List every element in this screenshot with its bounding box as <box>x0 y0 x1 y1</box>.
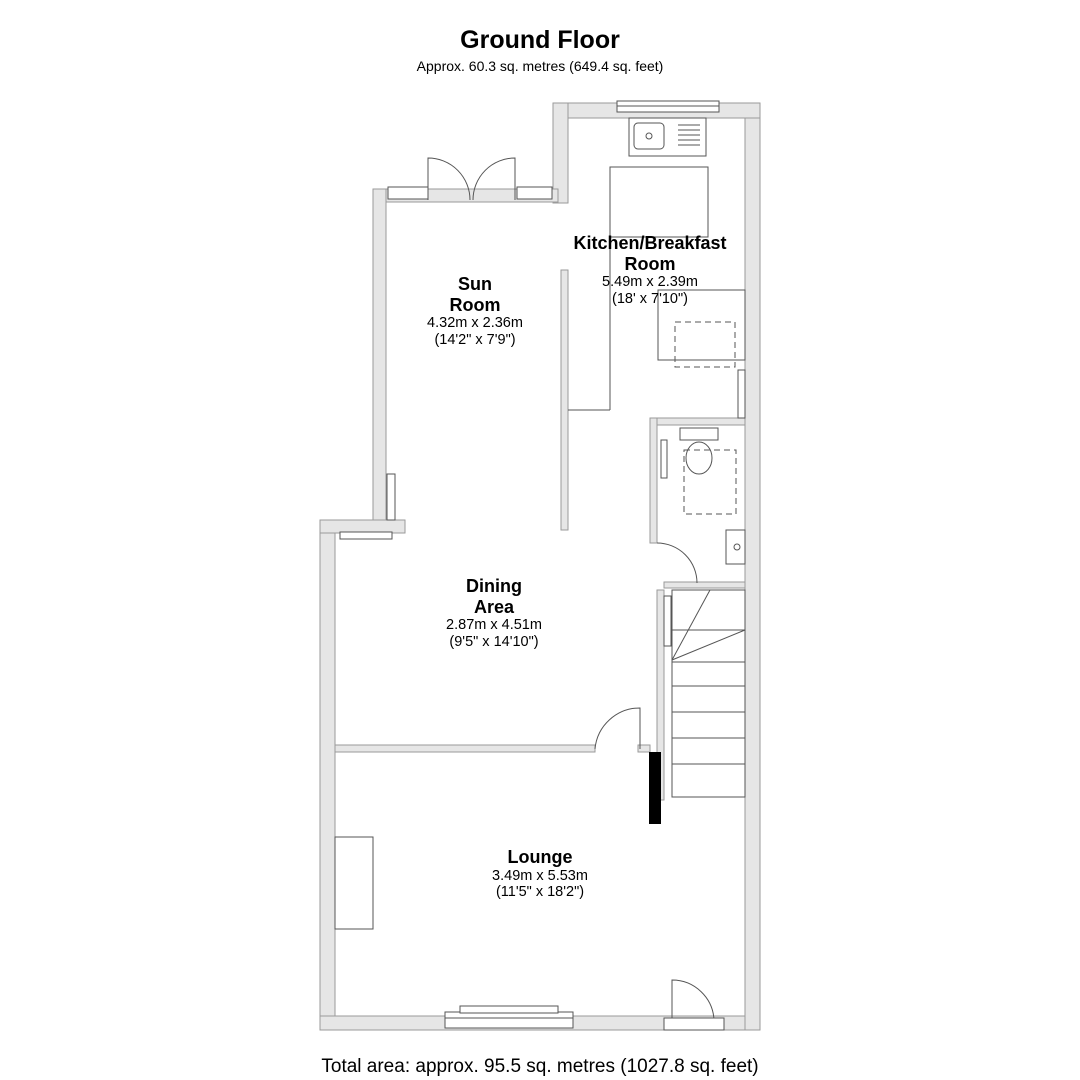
window-sunroom-right <box>517 187 552 199</box>
window-sunroom-left <box>388 187 428 199</box>
total-area: Total area: approx. 95.5 sq. metres (1027.8 sq. feet) <box>321 1056 759 1077</box>
wall-wc-top <box>650 418 745 425</box>
room-imperial: (11'5" x 18'2") <box>495 884 585 901</box>
room-label-kitchen <box>560 233 740 308</box>
lounge-door <box>595 708 640 749</box>
floor-title: Ground Floor <box>460 26 620 54</box>
room-imperial: (18' x 7'10") <box>612 291 688 308</box>
wc-door <box>657 543 697 583</box>
wall-dining-top <box>320 520 405 533</box>
room-name: Kitchen/Breakfast Room <box>573 233 727 274</box>
wc-basin <box>726 530 745 564</box>
room-metric: 5.49m x 2.39m <box>602 274 698 291</box>
wall-kitchen-sunroom <box>561 270 568 530</box>
wall-dining-lounge <box>335 745 595 752</box>
window-lounge <box>445 1012 573 1028</box>
wall-sunroom-left <box>373 189 386 534</box>
wall-right <box>745 103 760 1030</box>
wc-toilet <box>686 442 712 474</box>
room-label-lounge <box>460 847 620 901</box>
room-imperial: (14'2" x 7'9") <box>434 332 516 349</box>
room-name: Lounge <box>507 847 573 867</box>
wall-lounge-left <box>320 520 335 1030</box>
front-door <box>672 980 714 1020</box>
lounge-fireplace <box>335 837 373 929</box>
staircase <box>672 590 745 797</box>
wall-wc-bottom <box>664 582 745 588</box>
wc-cistern <box>680 428 718 440</box>
wc-radiator <box>661 440 667 478</box>
room-imperial: (9'5" x 14'10") <box>449 634 539 651</box>
floor-area: Approx. 60.3 sq. metres (649.4 sq. feet) <box>416 58 664 74</box>
room-metric: 3.49m x 5.53m <box>492 867 588 884</box>
room-metric: 4.32m x 2.36m <box>427 315 523 332</box>
window-kitchen-side <box>738 370 745 418</box>
kitchen-sink <box>629 118 706 156</box>
stair-radiator <box>664 596 671 646</box>
window-sunroom-side <box>387 474 395 520</box>
room-name: Dining Area <box>466 576 522 617</box>
window-dining <box>340 532 392 539</box>
chimney-breast <box>649 752 661 824</box>
wall-wc-left <box>650 418 657 543</box>
room-label-sun-room <box>395 274 555 349</box>
wall-kitchen-left <box>553 103 568 203</box>
kitchen-counter <box>610 167 708 237</box>
room-name: Sun Room <box>449 274 501 315</box>
room-label-dining <box>414 576 574 651</box>
room-metric: 2.87m x 4.51m <box>446 617 542 634</box>
